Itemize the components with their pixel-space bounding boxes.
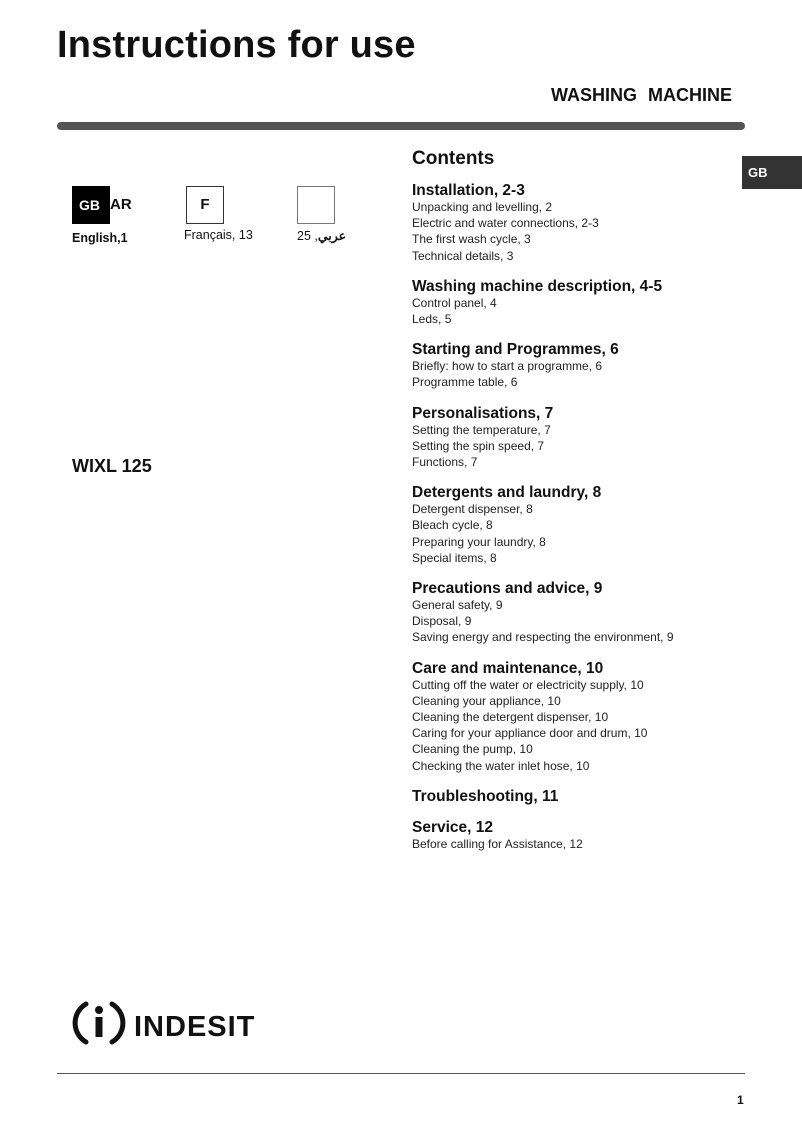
page-subtitle: WASHING MACHINE xyxy=(551,85,732,105)
section-title: Washing machine description, 4-5 xyxy=(412,277,663,295)
language-label-french: Français, 13 xyxy=(184,228,253,242)
header-divider xyxy=(57,122,745,130)
section-title: Personalisations, 7 xyxy=(412,404,554,422)
table-of-contents xyxy=(412,148,742,866)
section-item: Cleaning the pump, 10 xyxy=(412,742,533,757)
contents-section xyxy=(412,182,742,264)
contents-section xyxy=(412,788,742,805)
section-item: Disposal, 9 xyxy=(412,614,472,629)
section-title: Detergents and laundry, 8 xyxy=(412,484,602,502)
page-number: 1 xyxy=(737,1093,744,1107)
section-item: Unpacking and levelling, 2 xyxy=(412,200,553,214)
section-title: Installation, 2-3 xyxy=(412,182,525,199)
section-item: Electric and water connections, 2-3 xyxy=(412,216,599,231)
section-item: Caring for your appliance door and drum, 10 xyxy=(412,726,648,741)
section-title: Service, 12 xyxy=(412,818,494,836)
section-item: Programme table, 6 xyxy=(412,375,518,390)
contents-section xyxy=(412,484,742,566)
contents-section xyxy=(412,341,742,390)
section-item: Functions, 7 xyxy=(412,455,478,470)
section-item: Control panel, 4 xyxy=(412,295,497,310)
footer-divider xyxy=(57,1073,745,1074)
section-item: Setting the spin speed, 7 xyxy=(412,438,545,453)
language-label-arabic xyxy=(297,228,346,243)
section-item: Saving energy and respecting the environment, 9 xyxy=(412,630,674,645)
section-item: Checking the water inlet hose, 10 xyxy=(412,758,590,773)
section-item: Bleach cycle, 8 xyxy=(412,518,493,533)
section-title: Starting and Programmes, 6 xyxy=(412,341,619,359)
section-item: General safety, 9 xyxy=(412,598,503,613)
section-item: Special items, 8 xyxy=(412,550,497,565)
contents-section xyxy=(412,278,742,327)
model-number: WIXL 125 xyxy=(72,456,152,476)
section-item: Preparing your laundry, 8 xyxy=(412,534,546,549)
section-item: Cleaning your appliance, 10 xyxy=(412,693,561,708)
language-side-tab: GB xyxy=(742,156,802,189)
section-item: Before calling for Assistance, 12 xyxy=(412,836,583,851)
language-label-english: English,1 xyxy=(72,231,128,245)
contents-section xyxy=(412,819,742,852)
contents-section xyxy=(412,405,742,471)
section-item: Setting the temperature, 7 xyxy=(412,422,551,437)
contents-section xyxy=(412,580,742,646)
section-item: Detergent dispenser, 8 xyxy=(412,502,533,517)
language-box-ar-text: AR xyxy=(110,196,132,213)
language-box-f: F xyxy=(186,186,224,224)
section-title: Precautions and advice, 9 xyxy=(412,580,603,598)
section-title: Troubleshooting, 11 xyxy=(412,787,559,805)
section-title: Care and maintenance, 10 xyxy=(412,659,604,677)
section-item: Leds, 5 xyxy=(412,312,452,327)
contents-section xyxy=(412,660,742,774)
page-title: Instructions for use xyxy=(57,24,416,66)
arabic-page: , 25 xyxy=(297,229,318,243)
section-item: The first wash cycle, 3 xyxy=(412,232,531,247)
contents-sections xyxy=(412,182,742,852)
section-item: Technical details, 3 xyxy=(412,248,514,263)
section-item: Cleaning the detergent dispenser, 10 xyxy=(412,710,609,725)
indesit-logo-text: INDESIT xyxy=(134,1011,256,1043)
language-box-gb: GB xyxy=(72,186,110,224)
section-item: Cutting off the water or electricity supply, 10 xyxy=(412,677,644,692)
arabic-word: عربي xyxy=(317,229,347,243)
language-box-arabic xyxy=(297,186,335,224)
contents-title: Contents xyxy=(412,148,495,169)
indesit-logo xyxy=(72,996,272,1048)
section-item: Briefly: how to start a programme, 6 xyxy=(412,359,603,374)
indesit-i-icon xyxy=(75,1004,123,1042)
